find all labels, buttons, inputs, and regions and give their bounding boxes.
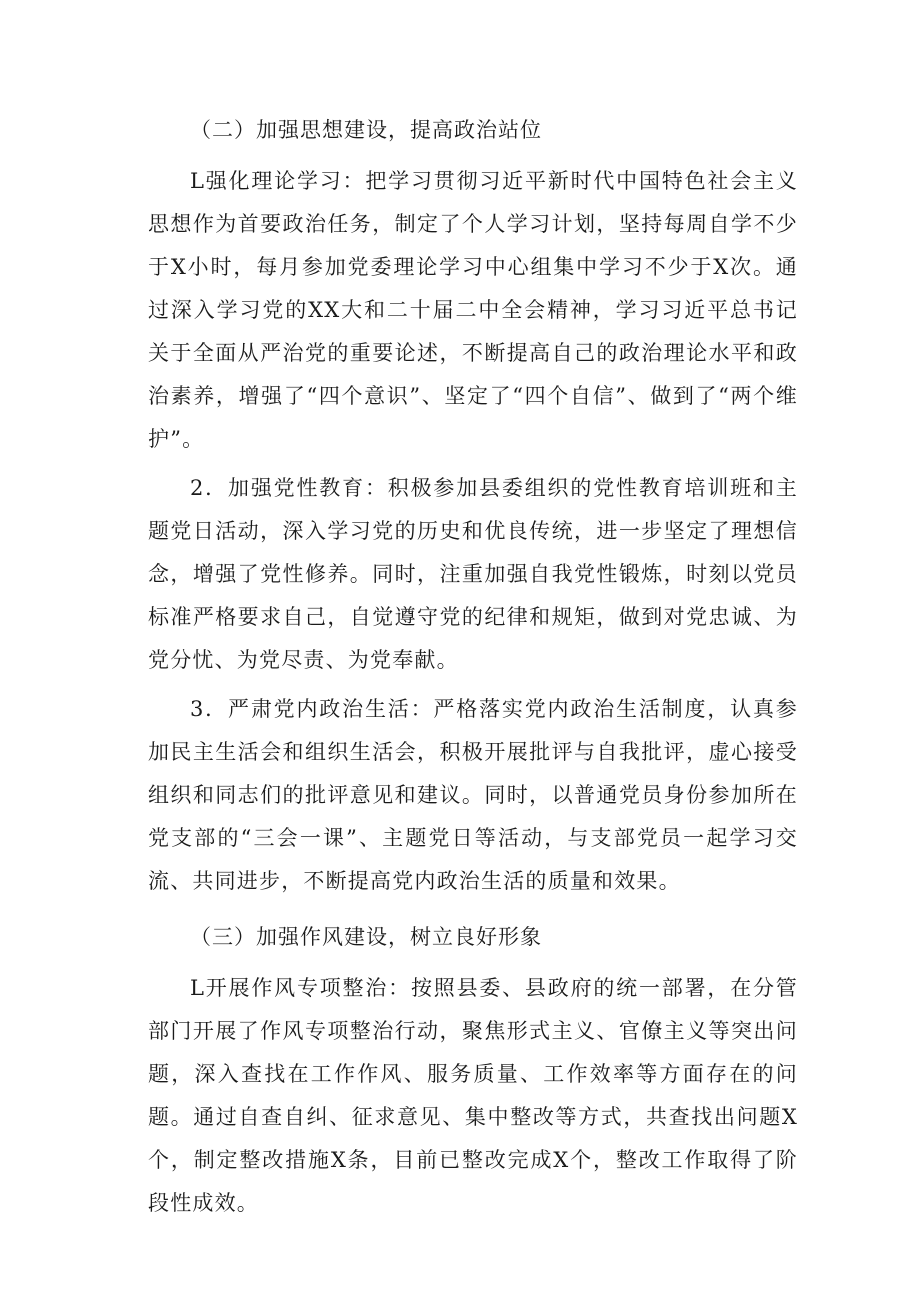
section-2 bbox=[148, 102, 798, 903]
document-body bbox=[148, 102, 798, 1231]
paragraph-political-life: 3．严肃党内政治生活：严格落实党内政治生活制度，认真参加民主生活会和组织生活会，积极开展批评与自我批评，虚心接受组织和同志们的批评意见和建议。同时，以普通党员身份参加所在党支部的“三会一课”、主题党日等活动，与支部党员一起学习交流、共同进步，不断提高党内政治生活的质量和效果。 bbox=[148, 697, 798, 893]
section-heading: （二）加强思想建设，提高政治站位 bbox=[190, 118, 542, 142]
paragraph-theory-study: L强化理论学习：把学习贯彻习近平新时代中国特色社会主义思想作为首要政治任务，制定了个人学习计划，坚持每周自学不少于X小时，每月参加党委理论学习中心组集中学习不少于X次。通过深入学习党的XX大和二十届二中全会精神，学习习近平总书记关于全面从严治党的重要论述，不断提高自己的政治理论水平和政治素养，增强了“四个意识”、坚定了“四个自信”、做到了“两个维护”。 bbox=[148, 169, 798, 451]
section-heading: （三）加强作风建设，树立良好形象 bbox=[190, 925, 542, 949]
paragraph-party-education: 2．加强党性教育：积极参加县委组织的党性教育培训班和主题党日活动，深入学习党的历史和优良传统，进一步坚定了理想信念，增强了党性修养。同时，注重加强自我党性锻炼，时刻以党员标准严格要求自己，自觉遵守党的纪律和规矩，做到对党忠诚、为党分忧、为党尽责、为党奉献。 bbox=[148, 476, 798, 672]
paragraph-style-rectification: L开展作风专项整治：按照县委、县政府的统一部署，在分管部门开展了作风专项整治行动，聚焦形式主义、官僚主义等突出问题，深入查找在工作作风、服务质量、工作效率等方面存在的问题。通过自查自纠、征求意见、集中整改等方式，共查找出问题X个，制定整改措施X条，目前已整改完成X个，整改工作取得了阶段性成效。 bbox=[148, 976, 798, 1215]
section-3 bbox=[148, 909, 798, 1225]
